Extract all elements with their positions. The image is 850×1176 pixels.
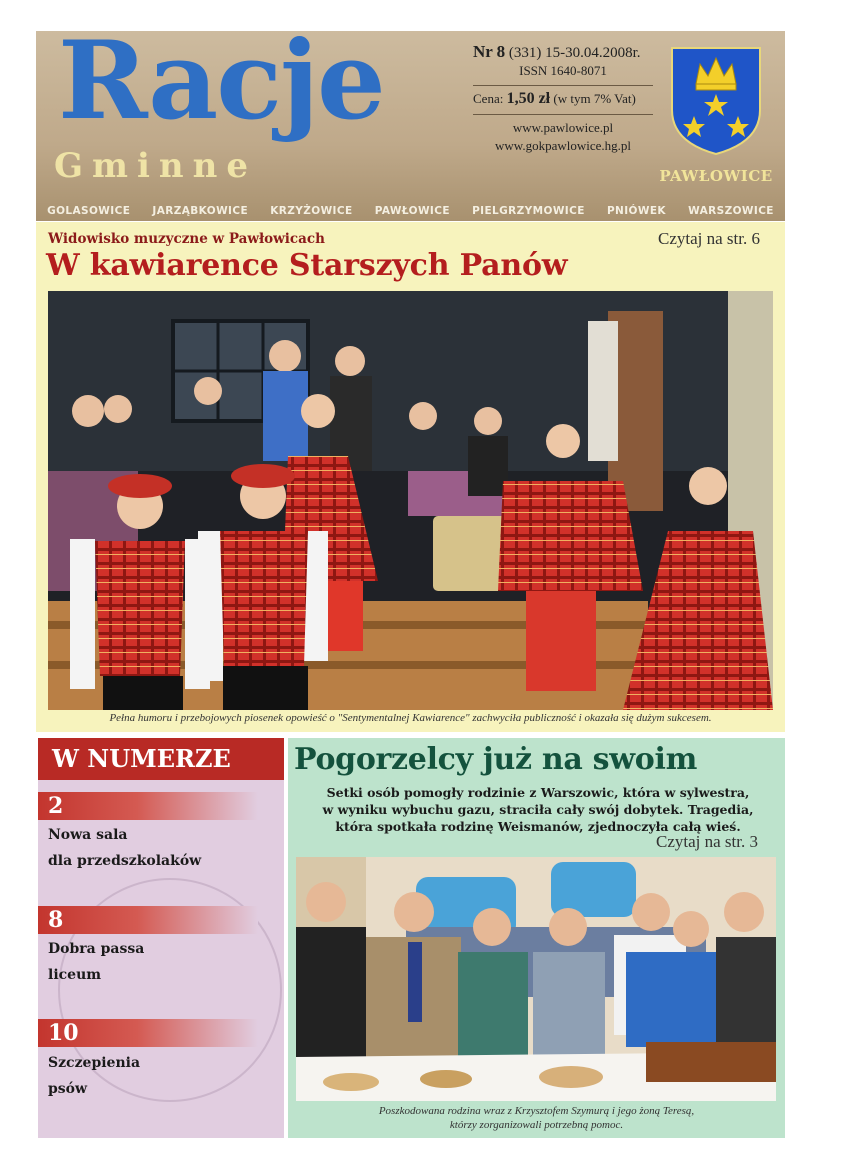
main-caption: Pełna humoru i przebojowych piosenek opowieść o "Sentymentalnej Kawiarence" zachwyciła publiczność i okazała się dużym sukcesem. — [109, 712, 712, 724]
village-item: PNIÓWEK — [606, 205, 666, 217]
second-article — [288, 738, 785, 1138]
toc-page-number: 2 — [38, 792, 258, 820]
issue-info — [473, 43, 653, 155]
toc-item-line: dla przedszkolaków — [48, 853, 202, 869]
in-this-issue-title: W NUMERZE — [38, 738, 284, 780]
issue-date: (331) 15-30.04.2008r. — [508, 45, 641, 61]
toc-item-line: Szczepienia — [48, 1055, 141, 1071]
issue-line — [473, 43, 653, 62]
main-headline[interactable]: W kawiarence Starszych Panów — [46, 248, 568, 283]
lead-line: Setki osób pomogły rodzinie z Warszowic, która w sylwestra, — [326, 785, 750, 800]
second-caption — [288, 1104, 785, 1132]
lead-line: w wyniku wybuchu gazu, straciła cały swój dobytek. Tragedia, — [322, 802, 754, 817]
toc-item-3[interactable] — [48, 1050, 278, 1102]
main-article — [36, 222, 785, 732]
divider — [473, 114, 653, 115]
village-item: JARZĄBKOWICE — [152, 205, 249, 217]
village-item: WARSZOWICE — [688, 205, 774, 217]
family-photo-illustration — [296, 857, 776, 1101]
village-item: GOLASOWICE — [47, 205, 131, 217]
village-item: PIELGRZYMOWICE — [472, 205, 585, 217]
toc-item-line: Dobra passa — [48, 941, 145, 957]
price-line — [473, 90, 653, 108]
issn: ISSN 1640-8071 — [519, 63, 607, 78]
main-photo — [48, 291, 773, 710]
toc-item-line: Nowa sala — [48, 827, 128, 843]
toc-item-1[interactable] — [48, 822, 278, 874]
price-label: Cena: — [473, 91, 504, 106]
divider — [473, 85, 653, 86]
village-item: KRZYŻOWICE — [270, 205, 353, 217]
main-read-on[interactable]: Czytaj na str. 6 — [658, 229, 760, 248]
second-photo — [296, 857, 776, 1101]
stage-photo-illustration — [48, 291, 773, 710]
second-headline[interactable]: Pogorzelcy już na swoim — [294, 742, 698, 777]
toc-page-number: 10 — [38, 1019, 258, 1047]
caption-line: Poszkodowana rodzina wraz z Krzysztofem Szymurą i jego żoną Teresą, — [378, 1105, 695, 1117]
lead-line: która spotkała rodzinę Weismanów, zjednoczyła całą wieś. — [335, 819, 741, 834]
caption-line: którzy zorganizowali potrzebną pomoc. — [449, 1119, 624, 1131]
toc-item-2[interactable] — [48, 936, 278, 988]
second-read-on[interactable]: Czytaj na str. 3 — [656, 832, 758, 851]
issue-label: Nr — [473, 42, 493, 61]
crest-icon — [668, 44, 764, 156]
toc-item-line: liceum — [48, 967, 102, 983]
masthead-title: Racje — [58, 31, 384, 144]
issue-number: 8 — [496, 42, 506, 61]
website-link-1[interactable]: www.pawlowice.pl — [512, 120, 614, 135]
website-link-2[interactable]: www.gokpawlowice.hg.pl — [495, 138, 631, 153]
masthead — [36, 31, 785, 221]
village-list — [36, 205, 785, 221]
masthead-subtitle: Gminne — [54, 146, 257, 186]
crest-name: PAWŁOWICE — [659, 167, 773, 185]
in-this-issue-panel — [38, 738, 284, 1138]
price-note: (w tym 7% Vat) — [553, 91, 636, 106]
price-value: 1,50 zł — [506, 90, 551, 107]
toc-item-line: psów — [48, 1081, 88, 1097]
village-item: PAWŁOWICE — [374, 205, 450, 217]
second-lead — [298, 784, 778, 835]
toc-page-number: 8 — [38, 906, 258, 934]
main-kicker: Widowisko muzyczne w Pawłowicach — [48, 231, 325, 247]
